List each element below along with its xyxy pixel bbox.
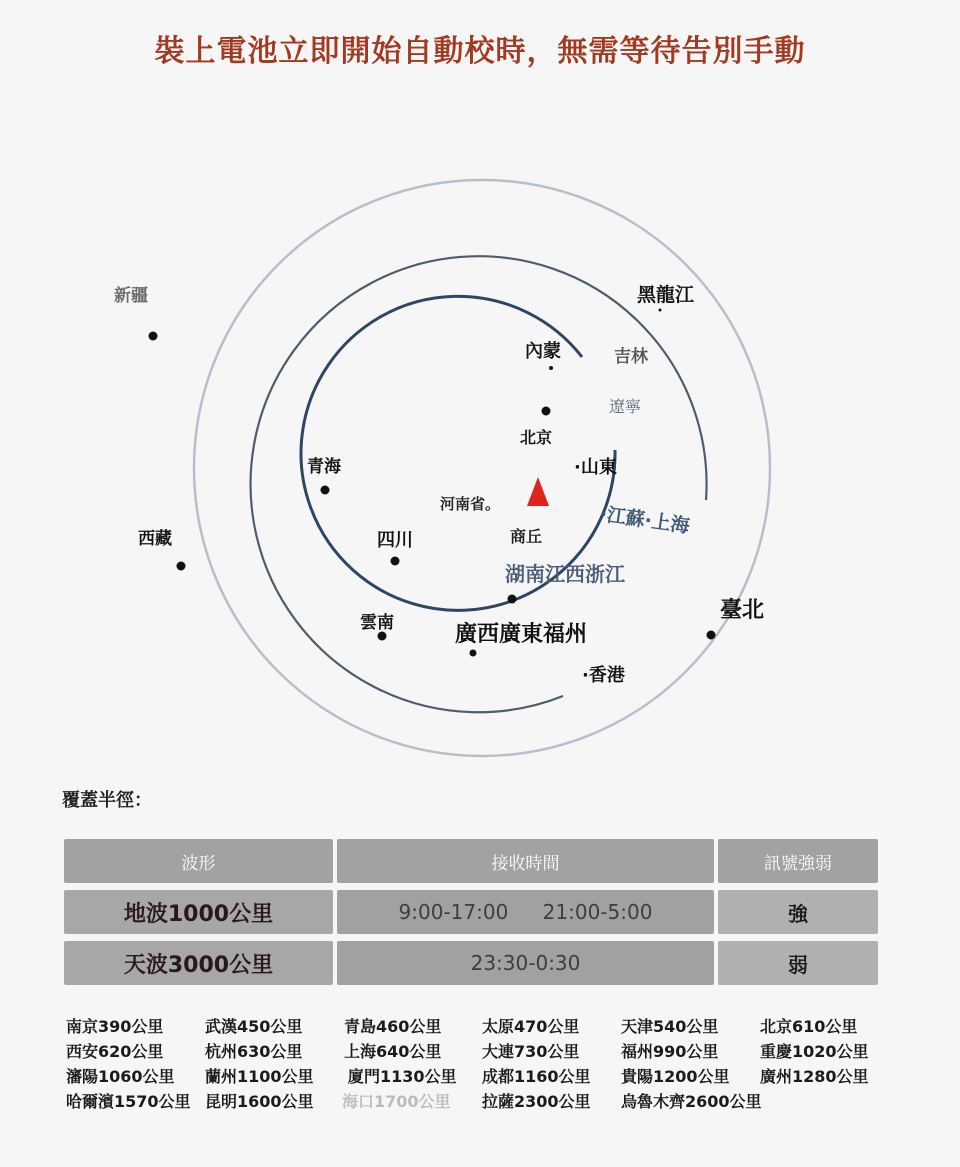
shangqiu-dot <box>508 595 517 604</box>
distance-item: 廈門1130公里 <box>348 1067 457 1086</box>
distance-item: 成都1160公里 <box>482 1067 591 1086</box>
distance-item: 昆明1600公里 <box>205 1092 314 1111</box>
label-xianggang: ·香港 <box>582 665 625 686</box>
distance-item: 重慶1020公里 <box>760 1042 869 1061</box>
distance-item: 烏魯木齊2600公里 <box>621 1092 762 1111</box>
row-ground-wave: 地波1000公里 <box>64 890 333 934</box>
distance-item: 廣州1280公里 <box>760 1067 869 1086</box>
page-title: 裝上電池立即開始自動校時，無需等待告別手動 <box>154 34 806 69</box>
row-ground-wave-signal: 強 <box>718 890 878 934</box>
distance-item: 蘭州1100公里 <box>205 1067 314 1086</box>
label-jilin: 吉林 <box>614 347 648 367</box>
header-signal: 訊號強弱 <box>718 839 878 883</box>
distance-item: 海口1700公里 <box>342 1092 451 1111</box>
header-wave: 波形 <box>64 839 333 883</box>
distance-item: 大連730公里 <box>482 1042 580 1061</box>
distance-item: 杭州630公里 <box>205 1042 303 1061</box>
distance-item: 哈爾濱1570公里 <box>66 1092 191 1111</box>
header-time: 接收時間 <box>337 839 714 883</box>
guangxi-dot <box>470 650 477 657</box>
heilongjiang-dot <box>659 309 662 312</box>
taibei-dot <box>707 631 716 640</box>
distance-item: 武漢450公里 <box>205 1017 303 1036</box>
beijing-dot <box>542 407 551 416</box>
label-liaoning: 遼寧 <box>609 397 642 416</box>
label-jiangsu-shanghai: ·江蘇·上海 <box>598 503 691 538</box>
outer-ring <box>194 180 770 756</box>
row-sky-wave: 天波3000公里 <box>64 941 333 985</box>
coverage-radius-label: 覆蓋半徑： <box>62 790 152 811</box>
label-heilongjiang: 黑龍江 <box>637 284 695 306</box>
label-sichuan: 四川 <box>377 530 413 551</box>
distance-item: 上海640公里 <box>344 1042 442 1061</box>
label-neimeng: 內蒙 <box>525 341 561 362</box>
distance-item: 福州990公里 <box>621 1042 719 1061</box>
qinghai-dot <box>321 486 330 495</box>
label-shangqiu: 商丘 <box>510 527 543 546</box>
label-yunnan: 雲南 <box>360 613 394 633</box>
label-shandong: ·山東 <box>574 457 617 478</box>
neimeng-dot <box>549 366 553 370</box>
label-guangxi-guangdong-fuzhou: 廣西廣東福州 <box>455 622 588 647</box>
row-sky-wave-time: 23:30-0:30 <box>337 941 714 985</box>
distance-item: 天津540公里 <box>621 1017 719 1036</box>
label-henan: 河南省。 <box>440 495 501 513</box>
distance-item: 貴陽1200公里 <box>621 1067 730 1086</box>
label-hunan-jiangxi-zhejiang: 湖南江西浙江 <box>505 562 625 586</box>
distance-item: 拉薩2300公里 <box>482 1092 591 1111</box>
distance-item: 西安620公里 <box>66 1042 164 1061</box>
distance-item: 瀋陽1060公里 <box>66 1067 175 1086</box>
row-sky-wave-signal: 弱 <box>718 941 878 985</box>
distance-item: 太原470公里 <box>482 1017 580 1036</box>
sichuan-dot <box>391 557 400 566</box>
label-taibei: 臺北 <box>720 598 765 623</box>
transmitter-icon <box>527 477 549 506</box>
label-beijing: 北京 <box>520 428 553 447</box>
label-qinghai: 青海 <box>307 457 341 477</box>
row-ground-wave-time: 9:00-17:00 21:00-5:00 <box>337 890 714 934</box>
label-xinjiang: 新疆 <box>114 286 148 306</box>
distance-item: 北京610公里 <box>760 1017 858 1036</box>
xizang-dot <box>177 562 186 571</box>
distance-item: 南京390公里 <box>66 1017 164 1036</box>
distance-item: 青島460公里 <box>344 1017 442 1036</box>
label-xizang: 西藏 <box>138 529 172 549</box>
xinjiang-dot <box>149 332 158 341</box>
